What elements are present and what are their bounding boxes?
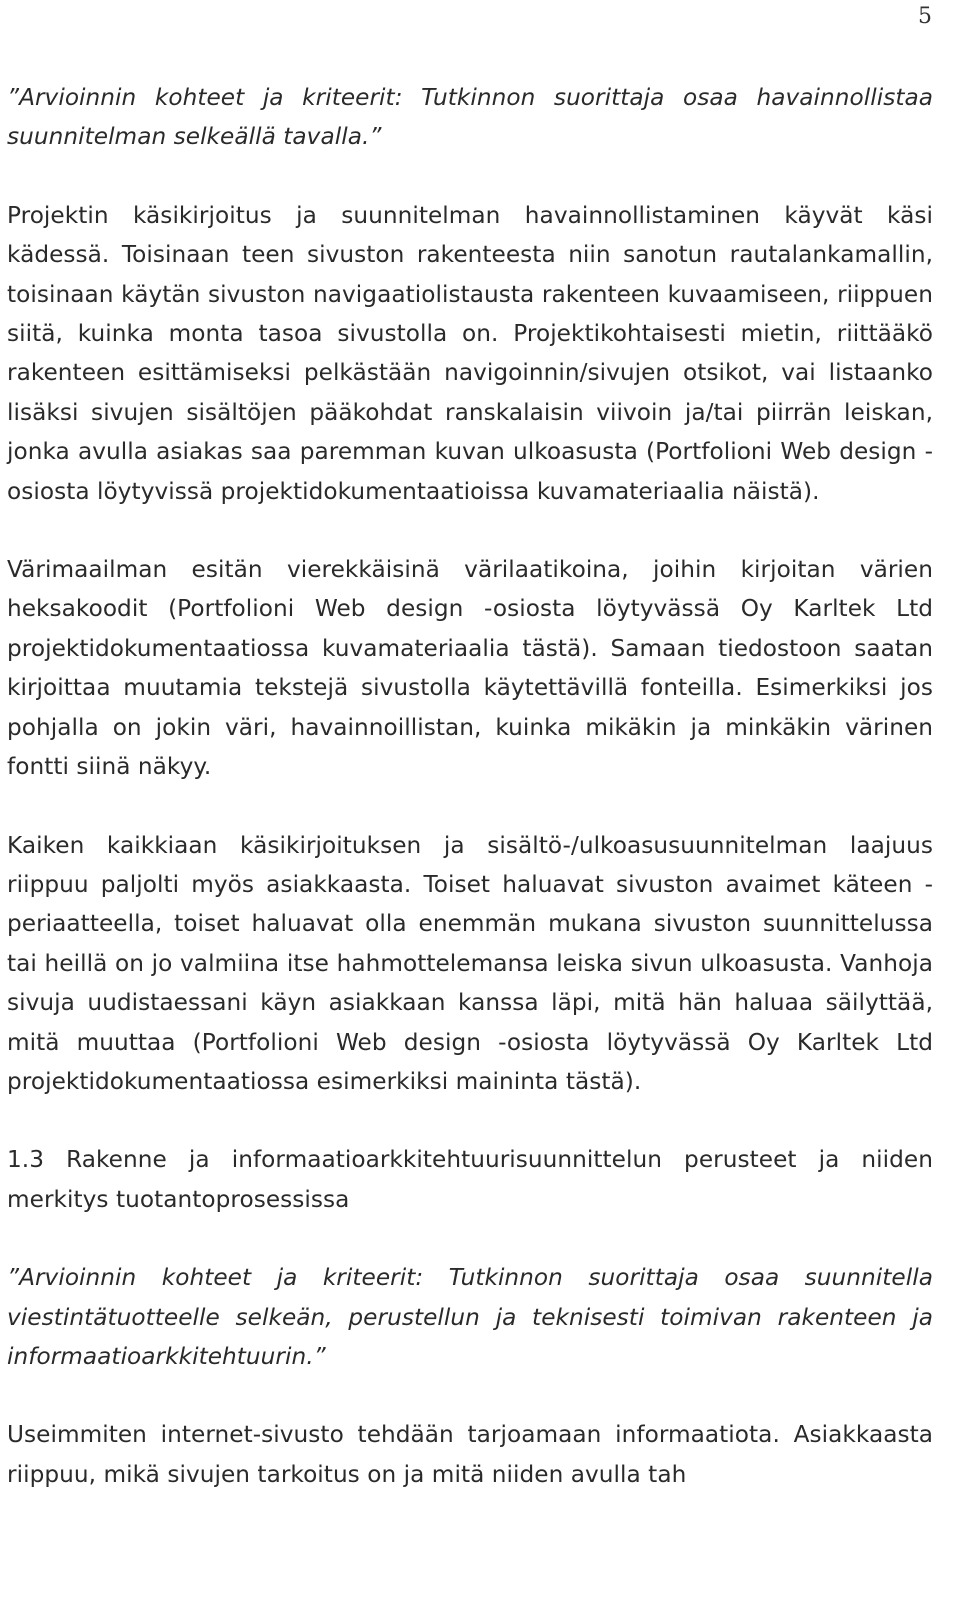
paragraph-color-scheme: Värimaailman esitän vierekkäisinä värilaatikoina, joihin kirjoitan värien heksakoodit (Portfolioni Web design -osiosta löytyvässä Oy Karltek Ltd projektidokumentaatiossa kuvamateriaalia tästä). Samaan tiedostoon saatan kirjoittaa muutamia tekstejä sivustolla käytettävillä fonteilla. Esimerkiksi jos pohjalla on jokin väri, havainnoillistan, kuinka mikäkin ja minkäkin värinen fontti siinä näkyy.	[7, 556, 933, 781]
page-number: 5	[918, 4, 932, 29]
criteria-quote-2: ”Arvioinnin kohteet ja kriteerit: Tutkinnon suorittaja osaa suunnitella viestintätuotteelle selkeän, perustellun ja teknisesti toimivan rakenteen ja informaatioarkkitehtuurin.”	[7, 1264, 933, 1370]
paragraph-information-purpose: Useimmiten internet-sivusto tehdään tarjoamaan informaatiota. Asiakkaasta riippuu, mikä sivujen tarkoitus on ja mitä niiden avulla tah	[7, 1421, 933, 1488]
paragraph-scope-and-client: Kaiken kaikkiaan käsikirjoituksen ja sisältö-/ulkoasusuunnitelman laajuus riippuu paljolti myös asiakkaasta. Toiset haluavat sivuston avaimet käteen -periaatteella, toiset haluavat olla enemmän mukana sivuston suunnittelussa tai heillä on jo valmiina itse hahmottelemansa leiska sivun ulkoasusta. Vanhoja sivuja uudistaessani käyn asiakkaan kanssa läpi, mitä hän haluaa säilyttää, mitä muuttaa (Portfolioni Web design -osiosta löytyvässä Oy Karltek Ltd projektidokumentaatiossa esimerkiksi maininta tästä).	[7, 831, 933, 1095]
paragraph-script-and-visualization: Projektin käsikirjoitus ja suunnitelman havainnollistaminen käyvät käsi kädessä. Toisinaan teen sivuston rakenteesta niin sanotun rautalankamallin, toisinaan käytän sivuston navigaatiolistausta rakenteen kuvaamiseen, riippuen siitä, kuinka monta tasoa sivustolla on. Projektikohtaisesti mietin, riittääkö rakenteen esittämiseksi pelkästään navigoinnin/sivujen otsikot, vai listaanko lisäksi sivujen sisältöjen pääkohdat ranskalaisin viivoin ja/tai piirrän leiskan, jonka avulla asiakas saa paremman kuvan ulkoasusta (Portfolioni Web design -osiosta löytyvissä projektidokumentaatioissa kuvamateriaalia näistä).	[7, 201, 933, 505]
document-body	[7, 78, 933, 1494]
criteria-quote-1: ”Arvioinnin kohteet ja kriteerit: Tutkinnon suorittaja osaa havainnollistaa suunnitelman selkeällä tavalla.”	[7, 84, 933, 151]
section-heading-1-3: 1.3 Rakenne ja informaatioarkkitehtuurisuunnittelun perusteet ja niiden merkitys tuotantoprosessissa	[7, 1146, 933, 1213]
